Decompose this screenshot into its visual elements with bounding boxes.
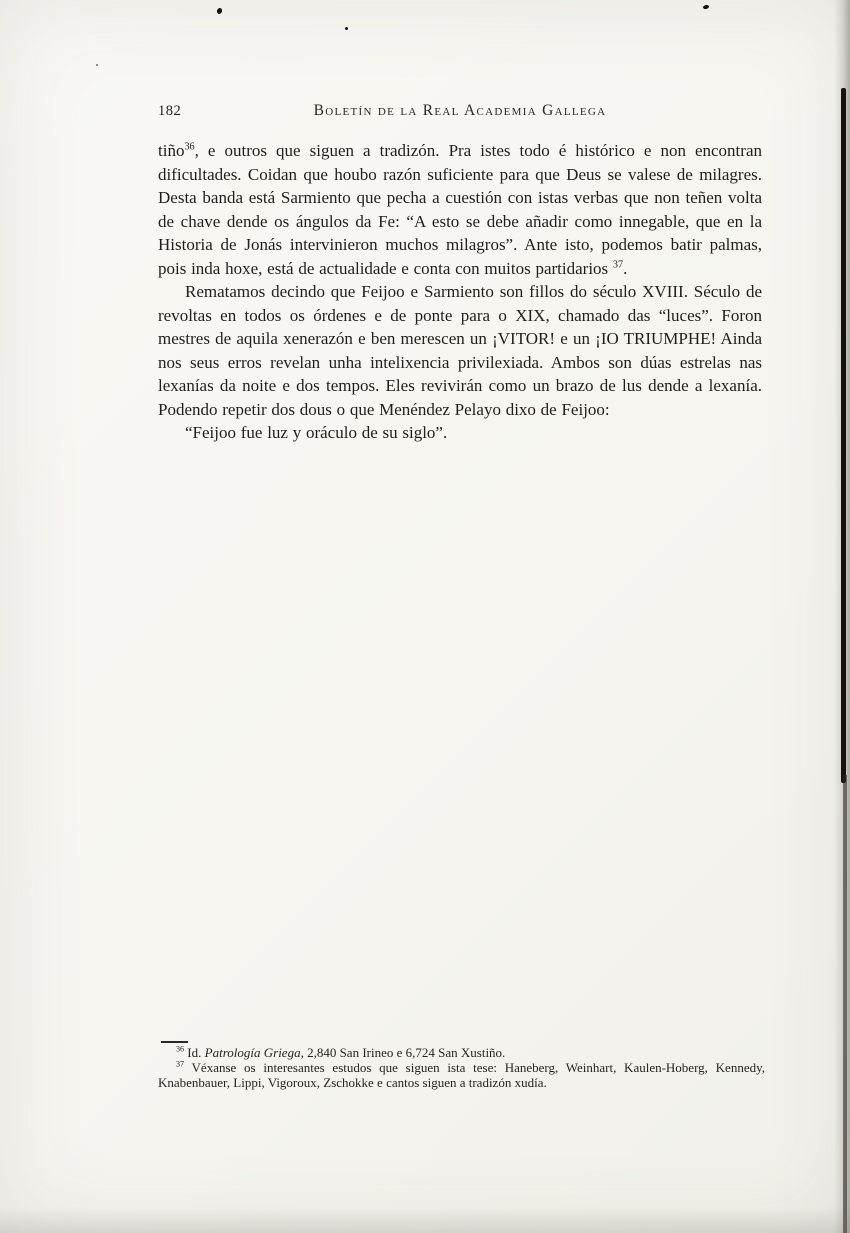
scan-edge-line-lower xyxy=(843,775,847,1233)
scan-edge-line xyxy=(841,88,846,783)
footnote-37 xyxy=(158,1060,765,1090)
page-number: 182 xyxy=(158,103,182,119)
page-header xyxy=(158,101,762,123)
footnote-36-text-post: 2,840 San Irineo e 6,724 San Xustiño. xyxy=(303,1045,506,1060)
body-paragraph-1 xyxy=(158,139,762,280)
body-paragraph-2: Rematamos decindo que Feijoo e Sarmiento son fillos do século XVIII. Século de revoltas en todos os órdenes e de ponte para o XIX, chamado das “luces”. Foron mestres de aquila xenerazón e ben merescen un ¡VITOR! e un ¡IO TRIUMPHE! Ainda nos seus erros revelan unha intelixencia privilexiada. Ambos son dúas estrelas nas lexanías da noite e dos tempos. Eles revivirán como un brazo de lus dende a lexanía. Podendo repetir dos dous o que Menéndez Pelayo dixo de Feijoo: xyxy=(158,282,762,419)
footnote-37-text: Véxanse os interesantes estudos que siguen ista tese: Haneberg, Weinhart, Kaulen-Hoberg, Kennedy, Knabenbauer, Lippi, Vigoroux, Zschokke e cantos siguen a tradizón xudía. xyxy=(158,1060,765,1091)
scan-speck xyxy=(703,4,710,9)
footnote-37-marker: 37 xyxy=(176,1059,185,1069)
body-text: , e outros que siguen a tradizón. Pra istes todo é histórico e non encontran dificultades. Coidan que houbo razón suficiente para que Deus se valese de milagres. Desta banda está Sarmiento que pecha a cuestión con istas verbas que non teñen volta de chave dende os ángulos da Fe: “A esto se debe añadir como innegable, que en la Historia de Jonás intervinieron muchos milagros”. Ante isto, podemos batir palmas, pois inda hoxe, está de actualidade e conta con muitos partidarios xyxy=(158,141,762,278)
footnote-ref-36: 36 xyxy=(184,141,195,153)
body-text: . xyxy=(623,258,628,278)
body-text-block xyxy=(158,139,762,445)
journal-title: Boletín de la Real Academia Gallega xyxy=(313,102,607,119)
footnote-36-work-title: Patrología Griega, xyxy=(204,1045,304,1060)
scan-speck xyxy=(345,27,348,30)
scan-speck xyxy=(96,64,98,66)
footnotes-block xyxy=(158,1045,765,1091)
footnote-ref-37: 37 xyxy=(612,258,624,270)
scan-speck xyxy=(216,7,223,14)
body-text: tiño xyxy=(158,141,185,160)
footnote-36-text: Id. xyxy=(184,1045,205,1060)
scan-bottom-shade xyxy=(0,1207,850,1233)
footnote-36-marker: 36 xyxy=(176,1044,185,1054)
footnote-36 xyxy=(158,1045,765,1060)
footnote-separator-rule xyxy=(161,1041,188,1043)
body-quote: “Feijoo fue luz y oráculo de su siglo”. xyxy=(185,423,448,442)
